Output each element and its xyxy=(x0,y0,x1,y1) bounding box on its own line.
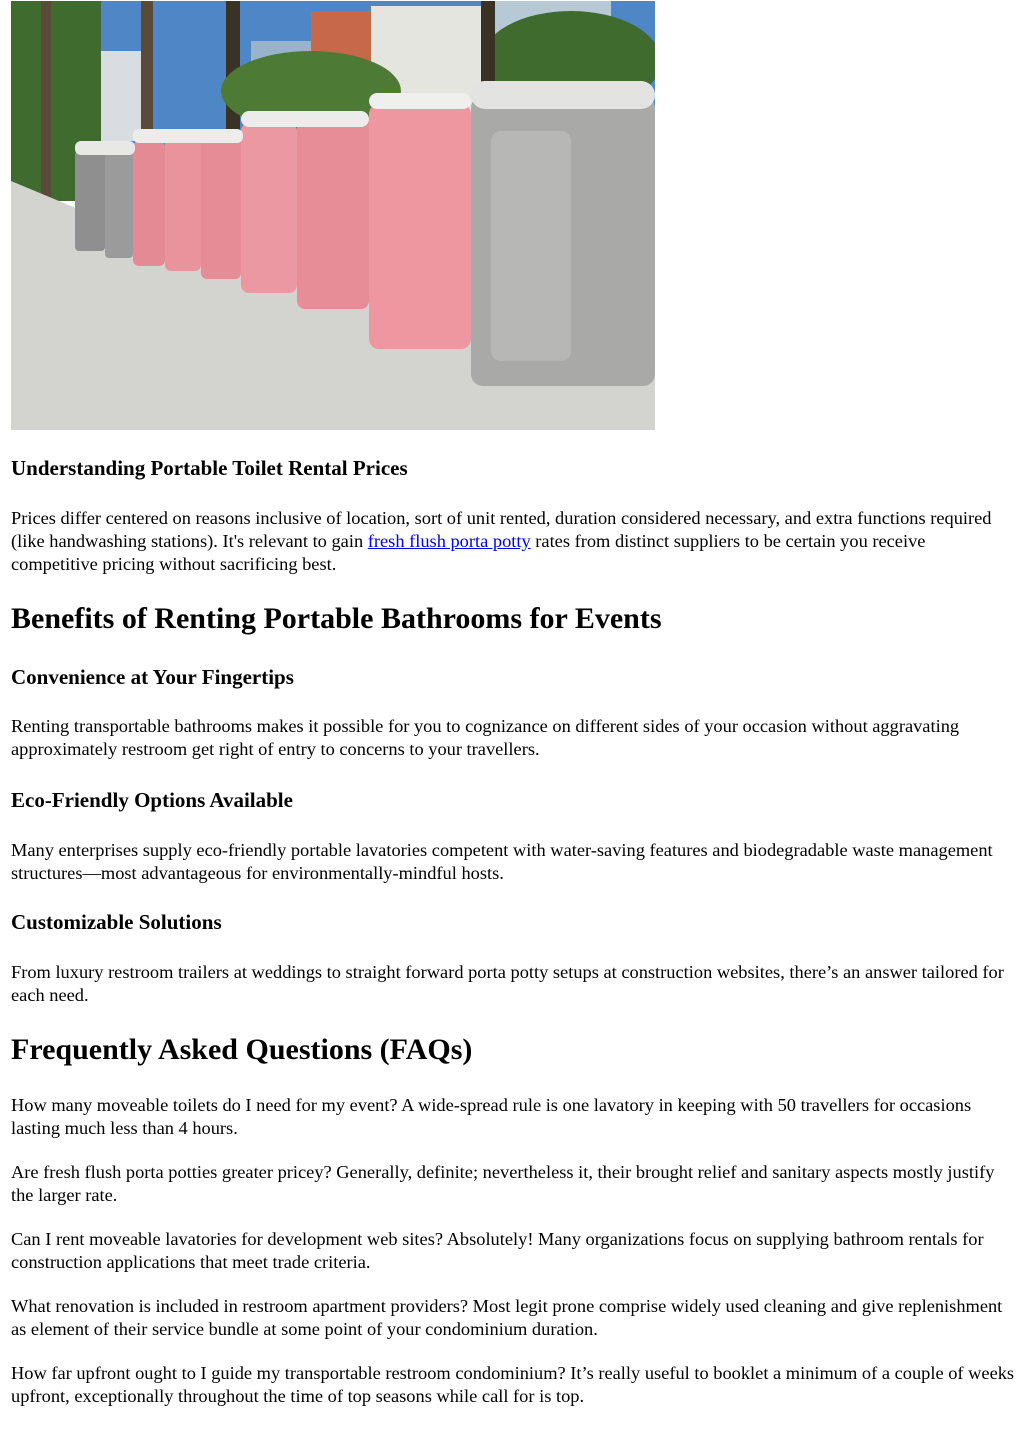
faq-item: Can I rent moveable lavatories for development web sites? Absolutely! Many organizations focus on supplying bathroom rentals for construction applications that meet trade criteria. xyxy=(11,1229,984,1272)
paragraph-customizable: From luxury restroom trailers at weddings to straight forward porta potty setups at construction websites, there’s an answer tailored for each need. xyxy=(11,962,1004,1005)
heading-customizable: Customizable Solutions xyxy=(11,910,222,934)
hero-photo-portable-toilets xyxy=(11,1,655,430)
heading-faqs: Frequently Asked Questions (FAQs) xyxy=(11,1033,473,1066)
faq-item: How far upfront ought to I guide my transportable restroom condominium? It’s really useful to booklet a minimum of a couple of weeks upfront, exceptionally throughout the time of top seasons while call for is top. xyxy=(11,1363,1015,1406)
faq-item: How many moveable toilets do I need for my event? A wide-spread rule is one lavatory in keeping with 50 travellers for occasions lasting much less than 4 hours. xyxy=(11,1095,972,1138)
pricing-text-after: rates from distinct suppliers to be certain you receive competitive pricing without sacrificing best. xyxy=(11,531,926,574)
pricing-text-before: Prices differ centered on reasons inclusive of location, sort of unit rented, duration considered necessary, and extra functions required (like handwashing stations). It's relevant to gain xyxy=(11,508,992,551)
fresh-flush-porta-potty-link[interactable]: fresh flush porta potty xyxy=(367,531,531,551)
paragraph-convenience: Renting transportable bathrooms makes it possible for you to cognizance on different sides of your occasion without aggravating approximately restroom get right of entry to concerns to your travellers. xyxy=(11,716,960,759)
faq-item: Are fresh flush porta potties greater pricey? Generally, definite; nevertheless it, their brought relief and sanitary aspects mostly justify the larger rate. xyxy=(11,1162,995,1205)
heading-convenience: Convenience at Your Fingertips xyxy=(11,665,294,689)
heading-rental-prices: Understanding Portable Toilet Rental Prices xyxy=(11,456,408,480)
faq-item: What renovation is included in restroom apartment providers? Most legit prone comprise widely used cleaning and give replenishment as element of their service bundle at some point of your condominium duration. xyxy=(11,1296,1003,1339)
paragraph-eco-friendly: Many enterprises supply eco-friendly portable lavatories competent with water-saving features and biodegradable waste management structures—most advantageous for environmentally-mindful hosts. xyxy=(11,840,993,883)
heading-benefits: Benefits of Renting Portable Bathrooms for Events xyxy=(11,602,662,635)
heading-eco-friendly: Eco-Friendly Options Available xyxy=(11,788,293,812)
paragraph-rental-prices xyxy=(11,507,1015,576)
